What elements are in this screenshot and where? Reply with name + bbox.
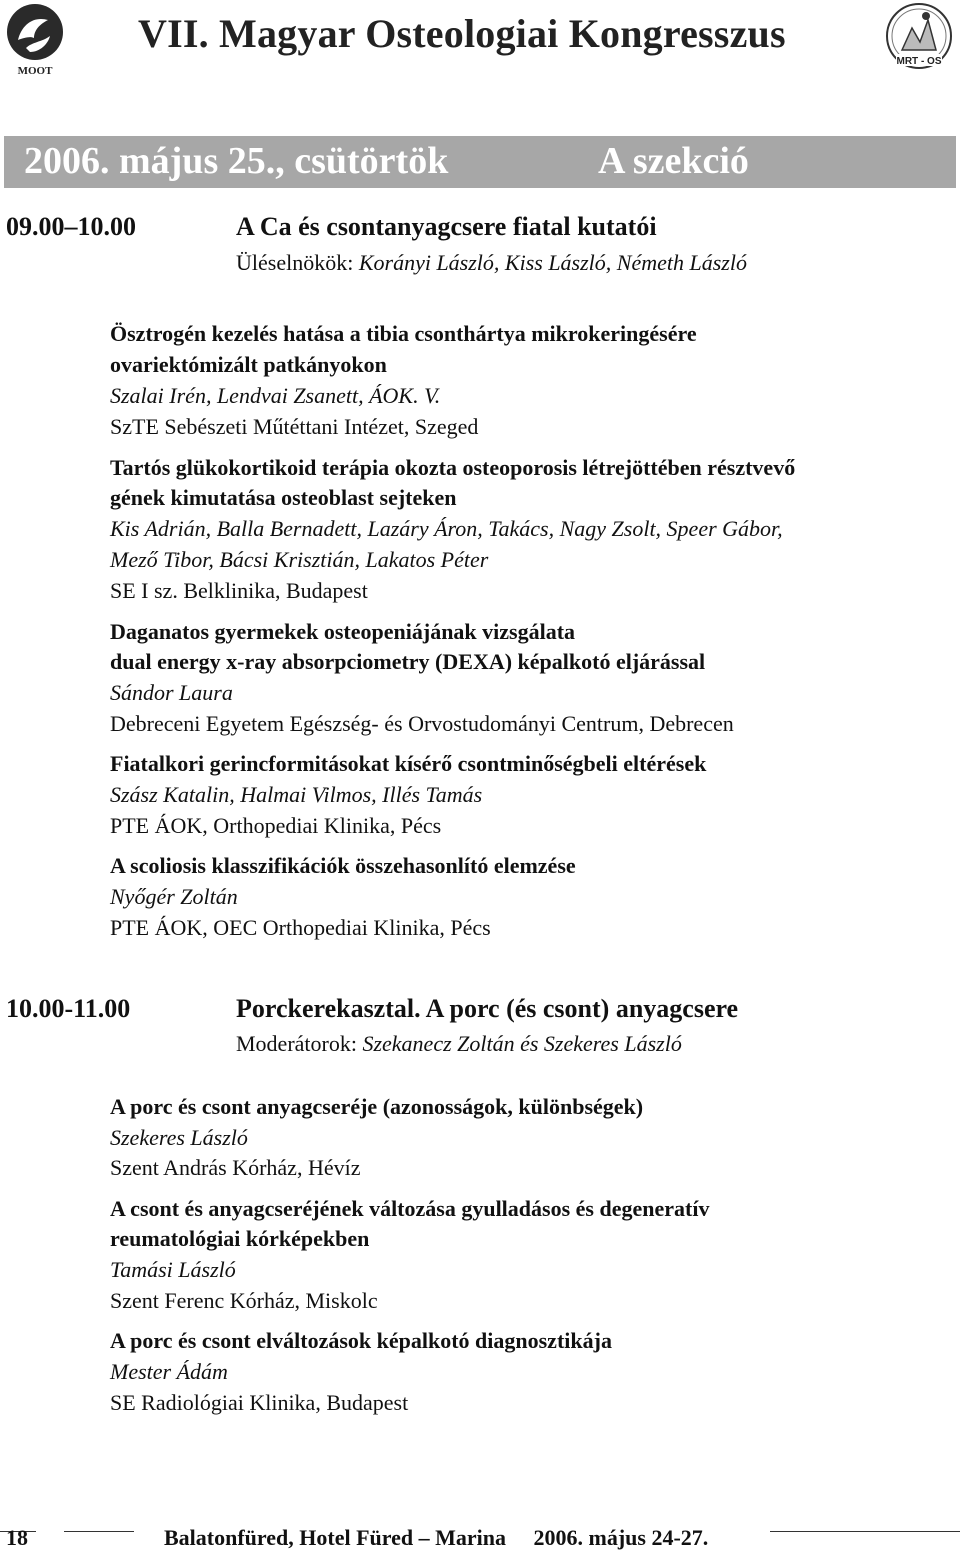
page-number: 18 — [6, 1525, 28, 1550]
talk-authors: Tamási László — [110, 1257, 236, 1282]
talk-authors: Szekeres László — [110, 1125, 248, 1150]
moot-logo-text: MOOT — [17, 65, 53, 76]
talk-authors: Kis Adrián, Balla Bernadett, Lazáry Áron, Takács, Nagy Zsolt, Speer Gábor, — [110, 516, 783, 541]
footer-rule — [770, 1531, 960, 1532]
talk-title: dual energy x-ray absorpciometry (DEXA) képalkotó eljárással — [110, 649, 706, 674]
talk-title: Ösztrogén kezelés hatása a tibia csonthártya mikrokeringésére — [110, 321, 697, 346]
session-time: 10.00-11.00 — [6, 994, 131, 1023]
talk-institution: Szent Ferenc Kórház, Miskolc — [110, 1288, 378, 1313]
chairs-names: Korányi László, Kiss László, Németh László — [358, 250, 747, 275]
footer-venue — [164, 1525, 708, 1551]
talk-authors: Nyőgér Zoltán — [110, 884, 238, 909]
footer-rule — [64, 1531, 134, 1532]
chairs-label: Üléselnökök: — [236, 250, 354, 275]
page-title: VII. Magyar Osteologiai Kongresszus — [138, 11, 786, 56]
session-title: A Ca és csontanyagcsere fiatal kutatói — [236, 212, 657, 241]
talk-institution: Debreceni Egyetem Egészség- és Orvostudományi Centrum, Debrecen — [110, 711, 734, 736]
mrt-os-logo-text: MRT - OS — [896, 56, 942, 67]
talk-title: Fiatalkori gerincformitásokat kísérő csontminőségbeli eltérések — [110, 751, 707, 776]
chairs-label: Moderátorok: — [236, 1031, 357, 1056]
chairs-names: Szekanecz Zoltán és Szekeres László — [362, 1031, 682, 1056]
footer-dates: 2006. május 24-27. — [533, 1525, 709, 1550]
talk-title: ovariektómizált patkányokon — [110, 352, 387, 377]
talk-title: Daganatos gyermekek osteopeniájának vizsgálata — [110, 619, 576, 644]
talk-institution: SE I sz. Belklinika, Budapest — [110, 578, 368, 603]
session-chairs — [236, 250, 747, 276]
talk-authors: Mester Ádám — [110, 1359, 228, 1384]
talk-title: A porc és csont anyagcseréje (azonosságok, különbségek) — [110, 1094, 644, 1119]
session-title: Porckerekasztal. A porc (és csont) anyagcsere — [236, 994, 739, 1023]
talk-institution: Szent András Kórház, Hévíz — [110, 1155, 361, 1180]
talk-authors: Szász Katalin, Halmai Vilmos, Illés Tamás — [110, 782, 483, 807]
talk-institution: PTE ÁOK, Orthopediai Klinika, Pécs — [110, 813, 442, 838]
footer-venue-text: Balatonfüred, Hotel Füred – Marina — [164, 1525, 507, 1550]
talk-title: A porc és csont elváltozások képalkotó diagnosztikája — [110, 1328, 612, 1353]
mrt-os-logo — [882, 2, 956, 76]
moot-logo — [4, 2, 66, 76]
talk-title: A csont és anyagcseréjének változása gyulladásos és degeneratív — [110, 1196, 710, 1221]
banner-date: 2006. május 25., csütörtök — [24, 140, 449, 182]
talk-authors: Mező Tibor, Bácsi Krisztián, Lakatos Péter — [110, 547, 489, 572]
talk-title: reumatológiai kórképekben — [110, 1226, 370, 1251]
talk-title: Tartós glükokortikoid terápia okozta osteoporosis létrejöttében résztvevő — [110, 455, 796, 480]
talk-title: gének kimutatása osteoblast sejteken — [110, 485, 457, 510]
talk-title: A scoliosis klasszifikációk összehasonlító elemzése — [110, 853, 576, 878]
talk-institution: SE Radiológiai Klinika, Budapest — [110, 1390, 409, 1415]
banner-section: A szekció — [598, 140, 749, 182]
talk-institution: PTE ÁOK, OEC Orthopediai Klinika, Pécs — [110, 915, 491, 940]
talk-authors: Sándor Laura — [110, 680, 233, 705]
session-chairs — [236, 1031, 682, 1057]
session-time: 09.00–10.00 — [6, 212, 136, 241]
talk-institution: SzTE Sebészeti Műtéttani Intézet, Szeged — [110, 414, 479, 439]
talk-authors: Szalai Irén, Lendvai Zsanett, ÁOK. V. — [110, 383, 441, 408]
